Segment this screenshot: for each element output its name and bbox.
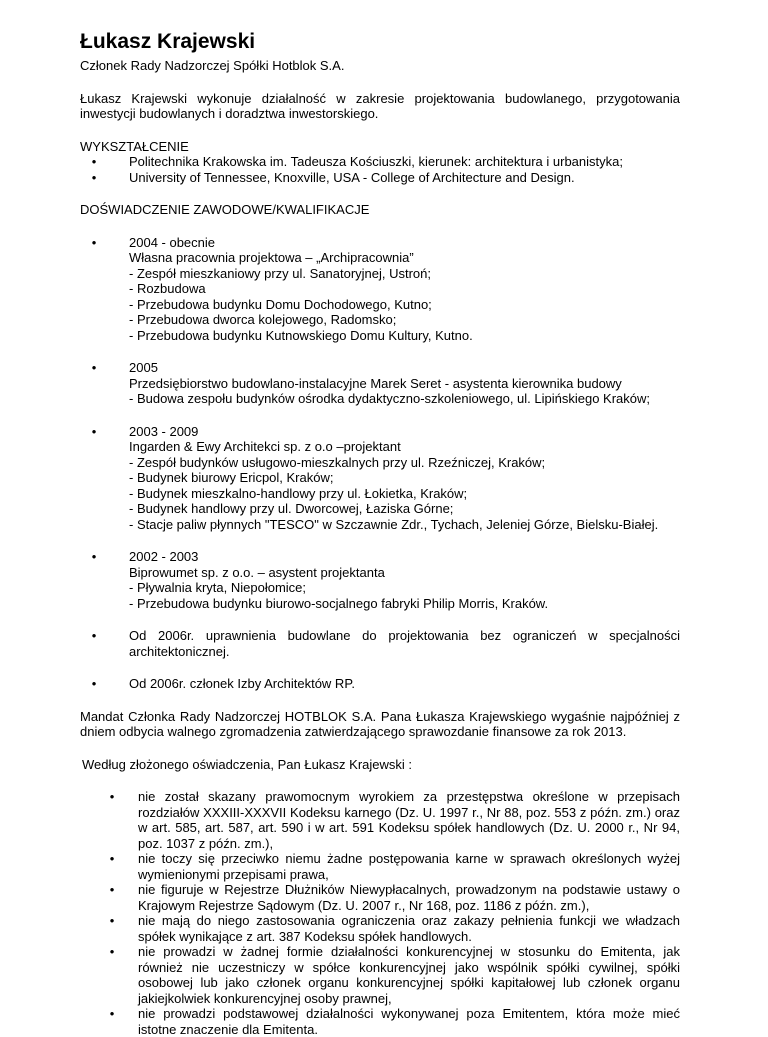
experience-item: • 2004 - obecnie Własna pracownia projektowa – „Archipracownia” - Zespół mieszkaniowy przy ul. Sanatoryjnej, Ustroń; - Rozbudowa - Przebudowa budynku Domu Dochodowego, Kutno; - Przebudowa dworca kolejowego, Radomsko; - Przebudowa budynku Kutnowskiego Domu Kultury, Kutno. — [80, 235, 680, 344]
bullet-icon: • — [109, 851, 115, 866]
bullet-icon: • — [91, 423, 97, 439]
document-page — [80, 30, 680, 1037]
list-item: • University of Tennessee, Knoxville, USA - College of Architecture and Design. — [80, 170, 680, 186]
bullet-icon: • — [109, 882, 115, 897]
list-item: • nie prowadzi w żadnej formie działalności konkurencyjnej w stosunku do Emitenta, jak również nie uczestniczy w spółce konkurencyjnej jako wspólnik spółki cywilnej, spółki osobowej lub jako członek organu konkurencyjnej spółki kapitałowej lub członek organu jakiejkolwiek konkurencyjnej osoby prawnej, — [80, 944, 680, 1006]
experience-heading: DOŚWIADCZENIE ZAWODOWE/KWALIFIKACJE — [80, 202, 370, 217]
declaration-lead: Według złożonego oświadczenia, Pan Łukasz Krajewski : — [82, 756, 412, 772]
education-heading: WYKSZTAŁCENIE — [80, 138, 189, 154]
bullet-icon: • — [109, 944, 115, 959]
experience-item: • Od 2006r. członek Izby Architektów RP. — [80, 676, 680, 692]
intro-paragraph: Łukasz Krajewski wykonuje działalność w zakresie projektowania budowlanego, przygotowania inwestycji budowlanych i doradztwa inwestorskiego. — [80, 90, 680, 121]
person-name: Łukasz Krajewski — [80, 30, 256, 53]
list-item: • Politechnika Krakowska im. Tadeusza Kościuszki, kierunek: architektura i urbanistyka; — [80, 154, 680, 170]
bullet-icon: • — [91, 549, 97, 564]
declaration-list — [80, 789, 680, 1037]
list-item: • nie figuruje w Rejestrze Dłużników Niewypłacalnych, prowadzonym na podstawie ustawy o Krajowym Rejestrze Sądowym (Dz. U. 2007 r., Nr 168, poz. 1186 z późn. zm.), — [80, 882, 680, 913]
experience-item: • 2005 Przedsiębiorstwo budowlano-instalacyjne Marek Seret - asystenta kierownika budowy - Budowa zespołu budynków ośrodka dydaktyczno-szkoleniowego, ul. Lipińskiego Kraków; — [80, 360, 680, 407]
bullet-icon: • — [109, 913, 115, 928]
experience-item: • 2002 - 2003 Biprowumet sp. z o.o. – asystent projektanta - Pływalnia kryta, Niepołomice; - Przebudowa budynku biurowo-socjalnego fabryki Philip Morris, Kraków. — [80, 549, 680, 611]
person-role: Członek Rady Nadzorczej Spółki Hotblok S.A. — [80, 58, 345, 73]
list-item: • nie toczy się przeciwko niemu żadne postępowania karne w sprawach określonych wyżej wymienionymi przepisami prawa, — [80, 851, 680, 882]
bullet-icon: • — [109, 1006, 115, 1021]
list-item: • nie został skazany prawomocnym wyrokiem za przestępstwa określone w przepisach rozdziałów XXXIII-XXXVII Kodeksu karnego (Dz. U. 1997 r., Nr 88, poz. 553 z późn. zm.) oraz w art. 585, art. 587, art. 590 i w art. 591 Kodeksu spółek handlowych (Dz. U. 2000 r., Nr 94, poz. 1037 z późn. zm.), — [80, 789, 680, 851]
bullet-icon: • — [109, 789, 115, 804]
experience-item: • Od 2006r. uprawnienia budowlane do projektowania bez ograniczeń w specjalności architektonicznej. — [80, 628, 680, 659]
mandate-paragraph: Mandat Członka Rady Nadzorczej HOTBLOK S.A. Pana Łukasza Krajewskiego wygaśnie najpóźniej z dniem odbycia walnego zgromadzenia zatwierdzającego sprawozdanie finansowe za rok 2013. — [80, 708, 680, 739]
bullet-icon: • — [91, 169, 97, 185]
list-item: • nie prowadzi podstawowej działalności wykonywanej poza Emitentem, która może mieć istotne znaczenie dla Emitenta. — [80, 1006, 680, 1037]
bullet-icon: • — [91, 676, 97, 691]
bullet-icon: • — [91, 360, 97, 375]
education-list — [80, 154, 680, 185]
bullet-icon: • — [91, 628, 97, 643]
experience-list — [80, 235, 680, 692]
experience-item: • 2003 - 2009 Ingarden & Ewy Architekci sp. z o.o –projektant - Zespół budynków usługowo-mieszkalnych przy ul. Rzeźniczej, Kraków; - Budynek biurowy Ericpol, Kraków; - Budynek mieszkalno-handlowy przy ul. Łokietka, Kraków; - Budynek handlowy przy ul. Dworcowej, Łaziska Górne; - Stacje paliw płynnych "TESCO" w Szczawnie Zdr., Tychach, Jeleniej Górze, Bielsku-Białej. — [80, 424, 680, 533]
bullet-icon: • — [91, 234, 97, 250]
bullet-icon: • — [91, 154, 97, 169]
list-item: • nie mają do niego zastosowania ograniczenia oraz zakazy pełnienia funkcji we władzach spółek wynikające z art. 387 Kodeksu spółek handlowych. — [80, 913, 680, 944]
